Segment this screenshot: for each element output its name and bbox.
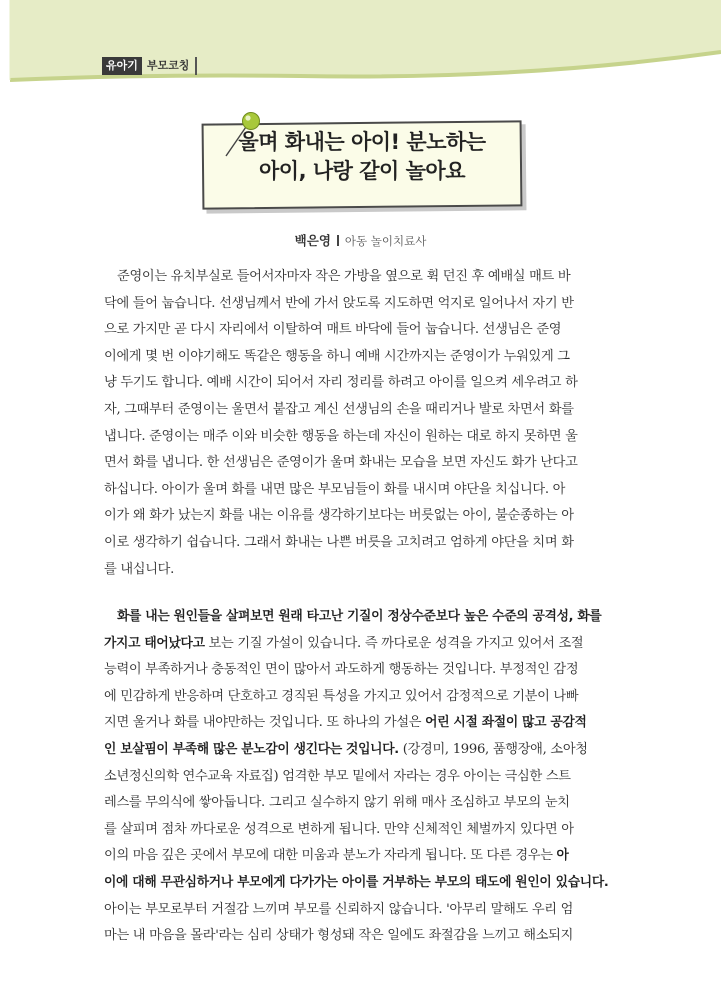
emphasis-text: 가지고 태어났다고 [104,635,205,651]
body-line: 레스를 무의식에 쌓아둡니다. 그리고 실수하지 않기 위해 매사 조심하고 부모의 눈치 [104,795,570,811]
article-title [202,128,522,186]
body-line: 능력이 부족하거나 충동적인 면이 많아서 과도하게 행동하는 것입니다. 부정적인 감정 [104,662,579,678]
emphasis-text: 아 [556,848,569,864]
body-line: 마는 내 마음을 몰라'라는 심리 상태가 형성돼 작은 일에도 좌절감을 느끼고 해소되지 [104,928,574,944]
paragraph-2 [104,604,634,950]
emphasis-text: 인 보살핌이 부족해 많은 분노감이 생긴다는 것입니다. [104,741,399,757]
author-byline [0,231,721,249]
body-line: 냅니다. 준영이는 매주 이와 비슷한 행동을 하는데 자신이 원하는 대로 하지 못하면 울 [104,428,578,444]
emphasis-text: 이에 대해 무관심하거나 부모에게 다가가는 아이를 거부하는 부모의 태도에 원인이 있습니다. [104,874,609,890]
author-role: 아동 놀이치료사 [344,234,427,248]
body-line: 를 살피며 점차 까다로운 성격으로 변하게 됩니다. 만약 신체적인 체벌까지 있다면 아 [104,821,574,837]
body-line: 하십니다. 아이가 울며 화를 내면 많은 부모님들이 화를 내시며 야단을 치십니다. 아 [104,481,566,497]
title-line-2: 아이, 나랑 같이 놀아요 [259,159,465,183]
body-text: 지면 울거나 화를 내야만하는 것입니다. 또 하나의 가설은 [104,715,426,731]
body-line [104,631,634,658]
body-line: 소년정신의학 연수교육 자료집) 엄격한 부모 밑에서 자라는 경우 아이는 극심한 스트 [104,768,571,784]
emphasis-text: 화를 내는 원인들을 살펴보면 원래 타고난 기질이 정상수준보다 높은 수준의 공격성, 화를 [117,609,602,624]
body-line: 에 민감하게 반응하며 단호하고 경직된 특성을 가지고 있어서 감정적으로 기분이 나빠 [104,688,579,704]
body-line [104,843,634,870]
byline-divider [337,235,339,246]
paragraph-1 [104,264,634,583]
body-line [104,870,634,897]
body-text: 보는 기질 가설이 있습니다. 즉 까다로운 성격을 가지고 있어서 조절 [204,635,584,651]
body-line: 면서 화를 냅니다. 한 선생님은 준영이가 울며 화내는 모습을 보면 자신도 화가 난다고 [104,455,578,471]
body-line: 를 내십니다. [104,561,174,577]
title-line-1: 울며 화내는 아이! 분노하는 [238,130,486,154]
section-label: 부모코칭 [142,57,198,75]
body-line: 냥 두기도 합니다. 예배 시간이 되어서 자리 정리를 하려고 아이를 일으켜 세우려고 하 [104,375,578,391]
body-line: 이로 생각하기 쉽습니다. 그래서 화내는 나쁜 버릇을 고치려고 엄하게 야단을 치며 화 [104,534,574,550]
section-tag-label: 유아기 [102,57,142,75]
body-line: 으로 가지만 곧 다시 자리에서 이탈하여 매트 바닥에 들어 눕습니다. 선생님은 준영 [104,322,562,338]
body-line: 아이는 부모로부터 거절감 느끼며 부모를 신뢰하지 않습니다. '아무리 말해도 우리 엄 [104,901,574,917]
title-card [202,116,522,200]
body-line: 자, 그때부터 준영이는 울면서 붙잡고 계신 선생님의 손을 때리거나 발로 차면서 화를 [104,401,574,417]
body-line: 이가 왜 화가 났는지 화를 내는 이유를 생각하기보다는 버릇없는 아이, 불순종하는 아 [104,508,574,524]
emphasis-text: 어린 시절 좌절이 많고 공감적 [425,715,587,731]
body-line: 준영이는 유치부실로 들어서자마자 작은 가방을 옆으로 휙 던진 후 예배실 매트 바 [117,269,571,284]
author-name: 백은영 [294,233,331,248]
body-line [104,710,634,737]
body-line: 이에게 몇 번 이야기해도 똑같은 행동을 하니 예배 시간까지는 준영이가 누워있게 그 [104,348,570,364]
body-line: 닥에 들어 눕습니다. 선생님께서 반에 가서 앉도록 지도하면 억지로 일어나서 자기 반 [104,295,574,311]
section-tag [102,56,197,76]
body-line [104,604,634,631]
body-text: 이의 마음 깊은 곳에서 부모에 대한 미움과 분노가 자라게 됩니다. 또 다른 경우는 [104,848,557,864]
body-line [104,737,634,764]
body-text: (강경미, 1996, 품행장애, 소아청 [398,741,588,757]
